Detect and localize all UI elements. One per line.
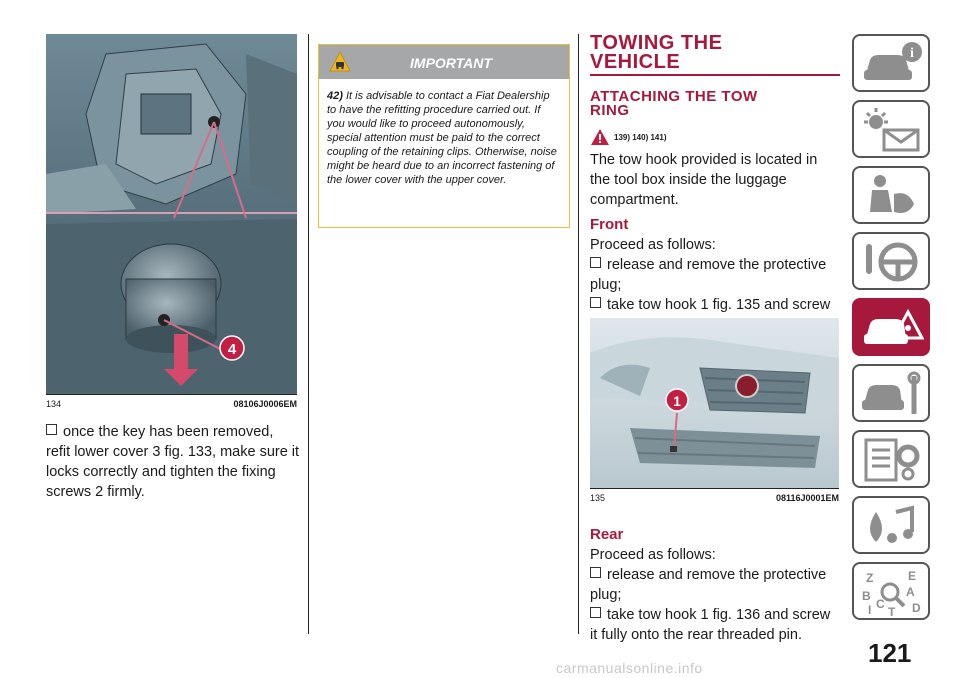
important-box [318, 44, 570, 228]
section-rule [590, 74, 840, 76]
rear-step-2: take tow hook 1 fig. 136 and screw it fully onto the rear threaded pin. [590, 607, 831, 643]
checkbox-bullet-icon [590, 257, 601, 268]
front-step-1: release and remove the protective plug; [590, 257, 827, 293]
figure-code: 08106J0006EM [233, 399, 297, 409]
checkbox-bullet-icon [46, 424, 57, 435]
watermark: carmanualsonline.info [556, 660, 703, 676]
towing-section [590, 34, 840, 335]
section-title-line2: VEHICLE [590, 51, 681, 73]
figure-number: 134 [46, 399, 62, 409]
subsection-title-line2: RING [590, 102, 630, 119]
svg-text:i: i [910, 46, 914, 61]
figure-callout: 1 [673, 393, 681, 409]
svg-text:T: T [888, 605, 896, 616]
checkbox-bullet-icon [590, 297, 601, 308]
seat-safety-icon [860, 172, 924, 220]
svg-text:Z: Z [866, 571, 874, 585]
intro-text: The tow hook provided is located in the tool box inside the luggage compartment. [590, 152, 818, 208]
svg-text:C: C [876, 597, 885, 611]
tab-technical-data[interactable] [852, 430, 930, 488]
tab-in-an-emergency[interactable] [852, 298, 930, 356]
warning-row [590, 128, 840, 146]
figure-callout: 4 [227, 341, 237, 358]
tab-car-info[interactable] [852, 34, 930, 92]
important-title: IMPORTANT [410, 55, 492, 71]
steering-wheel-icon [860, 238, 924, 286]
car-info-icon [860, 40, 924, 88]
warning-refs: 139) 140) 141) [614, 133, 667, 142]
column-divider [308, 34, 309, 634]
svg-text:I: I [868, 603, 872, 616]
technical-data-icon [860, 436, 924, 484]
refit-paragraph: once the key has been removed, refit lower cover 3 fig. 133, make sure it locks correctly and tighten the fixing screws 2 firmly. [46, 424, 300, 500]
important-header [319, 45, 569, 79]
tab-starting-driving[interactable] [852, 232, 930, 290]
tab-servicing[interactable] [852, 364, 930, 422]
car-emergency-icon [860, 304, 924, 352]
svg-text:E: E [908, 569, 917, 583]
front-heading: Front [590, 216, 629, 233]
page-number: 121 [868, 638, 912, 668]
steering-column-figure [46, 34, 297, 394]
index-search-icon [860, 568, 924, 616]
car-front-figure [590, 318, 839, 488]
multimedia-icon [860, 502, 924, 550]
figure-number: 135 [590, 493, 606, 503]
important-body [319, 79, 569, 187]
checkbox-bullet-icon [590, 607, 601, 618]
front-lead: Proceed as follows: [590, 237, 716, 253]
important-ref: 42) [327, 90, 343, 102]
rear-step-1: release and remove the protective plug; [590, 567, 827, 603]
subsection-title-line1: ATTACHING THE TOW [590, 88, 758, 105]
tab-index[interactable] [852, 562, 930, 620]
important-text: It is advisable to contact a Fiat Dealership to have the refitting procedure carried out. If you would like to proceed autonomously, special attention must be paid to the correct coupling of the retaining clips. Otherwise, noise might be heard due to an incorrect fastening of the lower cover with the upper cover. [327, 90, 557, 186]
danger-triangle-icon [590, 128, 610, 146]
tab-safety[interactable] [852, 166, 930, 224]
refit-instruction [46, 422, 301, 502]
car-maintenance-icon [860, 370, 924, 418]
rear-lead: Proceed as follows: [590, 547, 716, 563]
rear-section [590, 520, 840, 645]
section-title-line1: TOWING THE [590, 32, 723, 54]
figure-caption [590, 488, 839, 503]
front-step-2: take tow hook 1 fig. 135 and screw [590, 295, 840, 335]
warning-lights-icon [860, 106, 924, 154]
checkbox-bullet-icon [590, 567, 601, 578]
svg-text:D: D [912, 601, 921, 615]
figure-caption [46, 394, 297, 409]
svg-text:A: A [906, 585, 915, 599]
rear-heading: Rear [590, 526, 624, 543]
tab-warning-lights[interactable] [852, 100, 930, 158]
svg-text:B: B [862, 589, 871, 603]
tab-multimedia[interactable] [852, 496, 930, 554]
figure-code: 08116J0001EM [775, 493, 839, 503]
column-divider [578, 34, 579, 634]
